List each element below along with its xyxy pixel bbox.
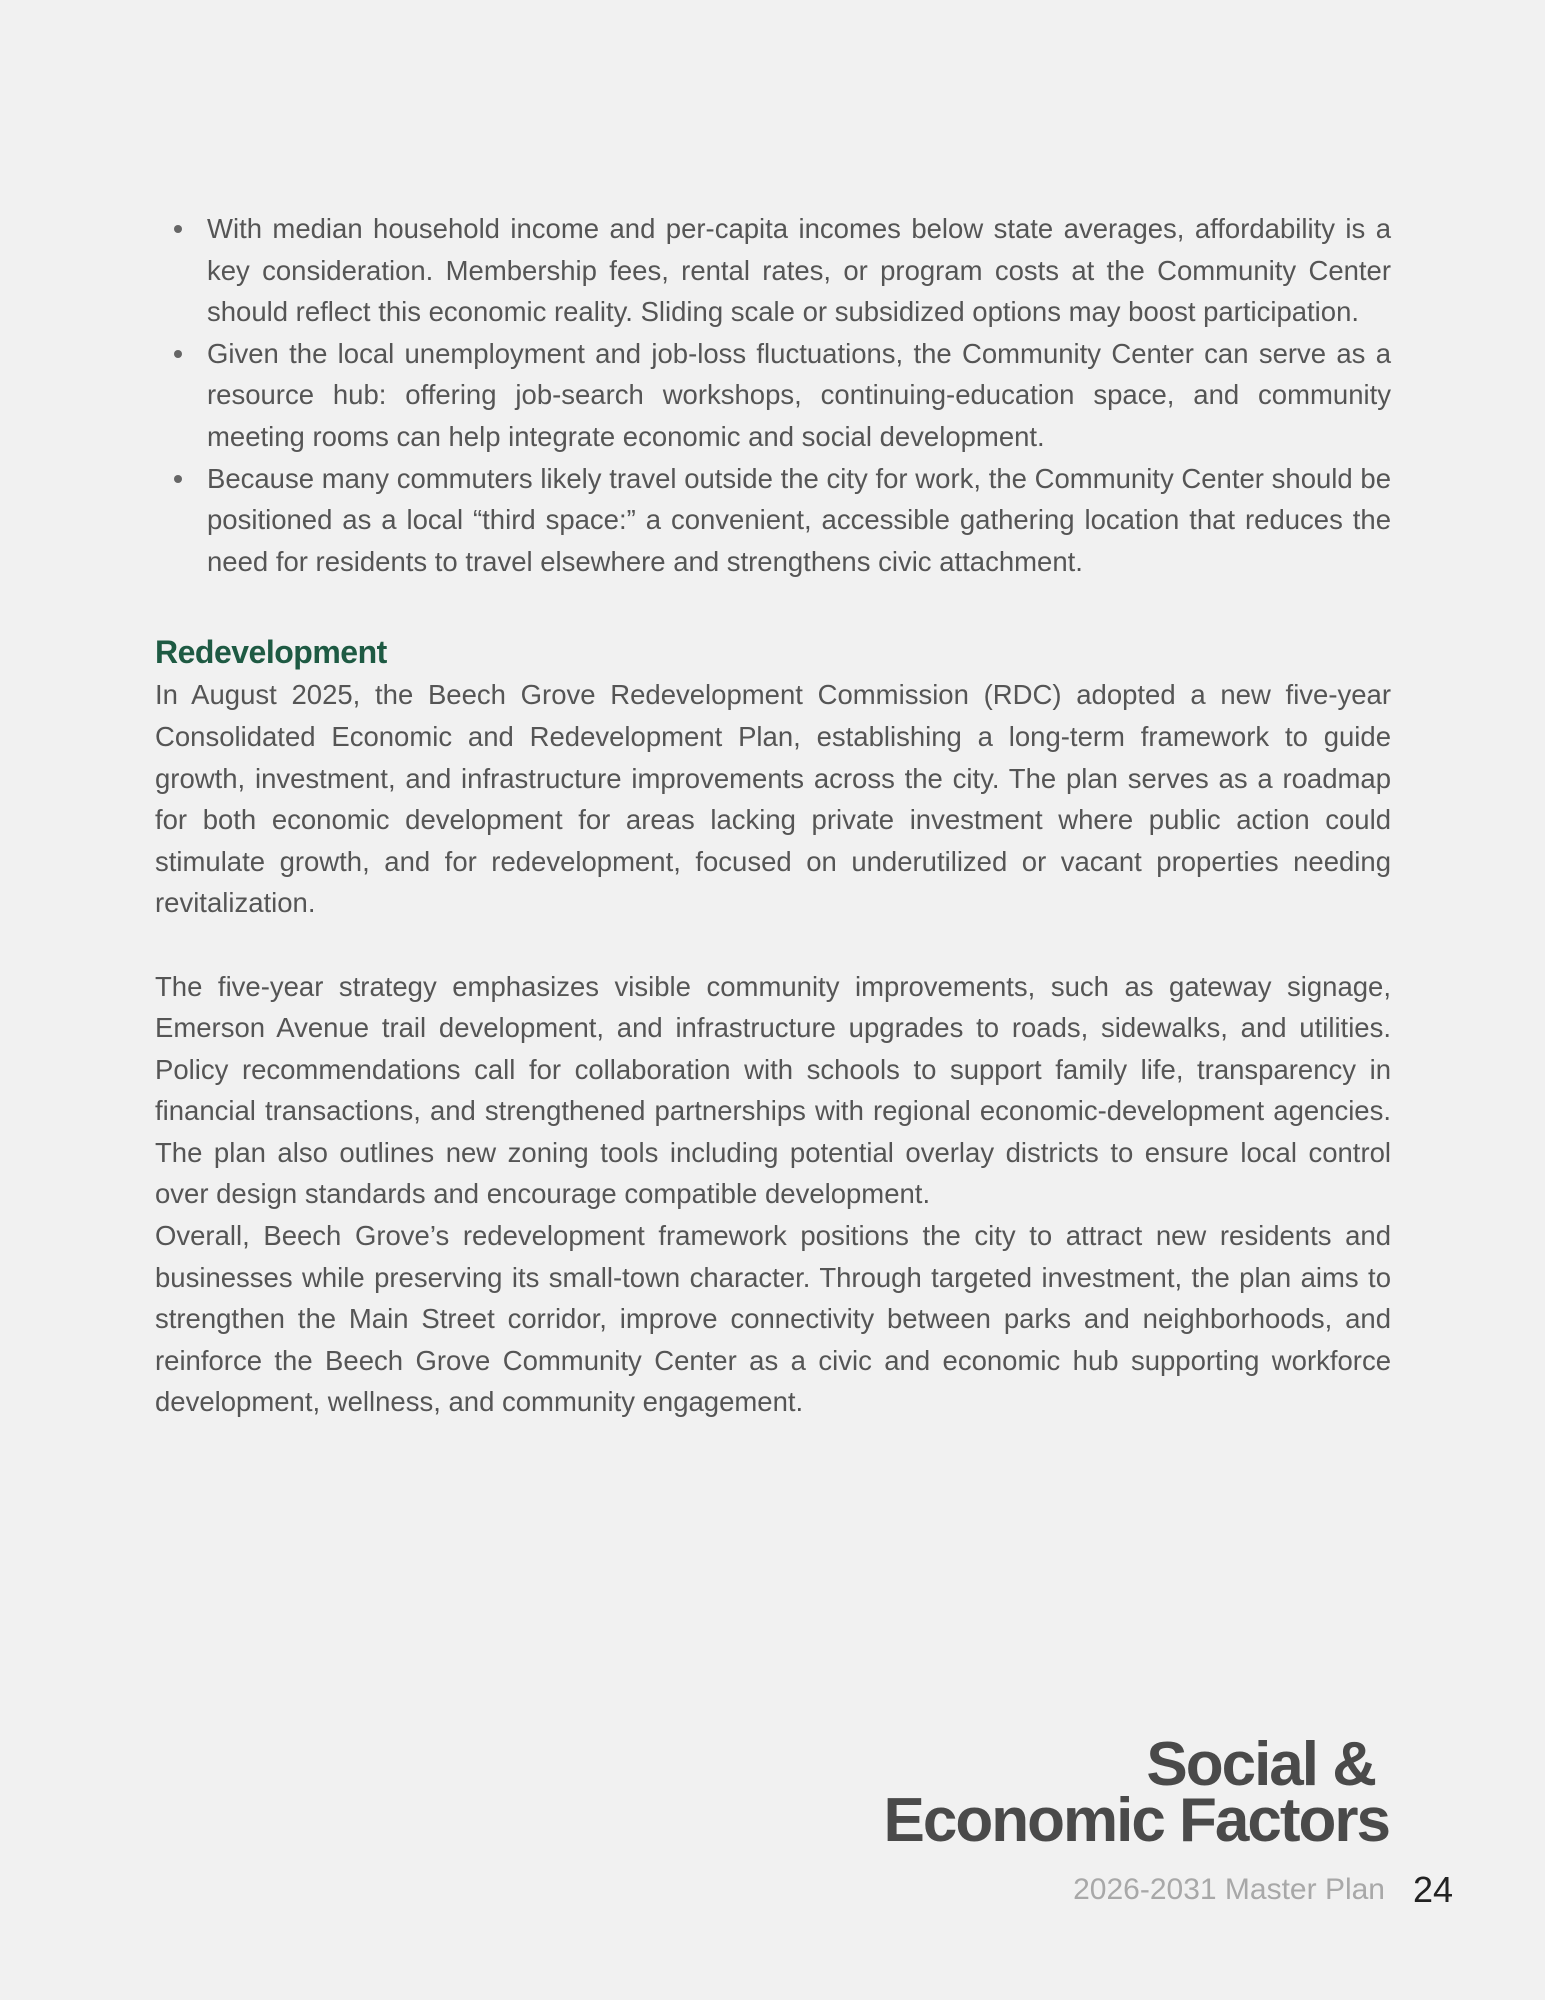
chapter-title-line-2: Economic Factors	[883, 1786, 1389, 1855]
redevelopment-paragraph-2: The five-year strategy emphasizes visible community improvements, such as gateway signage, Emerson Avenue trail development, and infrastructure upgrades to roads, sidewalks, and utilities. Policy recommendations call for collaboration with schools to support family life, transparency in financial transactions, and strengthened partnerships with regional economic-development agencies. The plan also outlines new zoning tools including potential overlay districts to ensure local control over design standards and encourage compatible development.	[155, 970, 1391, 1210]
document-subtitle: 2026-2031 Master Plan	[1073, 1873, 1385, 1906]
chapter-title	[883, 1730, 1389, 1855]
page-number: 24	[1413, 1869, 1454, 1910]
chapter-title-line-1: Social &	[1146, 1730, 1375, 1799]
redevelopment-paragraph-1: In August 2025, the Beech Grove Redevelopment Commission (RDC) adopted a new five-year Consolidated Economic and Redevelopment Plan, establishing a long-term framework to guide growth, investment, and infrastructure improvements across the city. The plan serves as a roadmap for both economic development for areas lacking private investment where public action could stimulate growth, and for redevelopment, focused on underutilized or vacant properties needing revitalization.	[155, 679, 1391, 919]
list-item: Given the local unemployment and job-loss fluctuations, the Community Center can serve as a resource hub: offering job-search workshops, continuing-education space, and community meeting rooms can help integrate economic and social development.	[155, 333, 1391, 458]
section-heading-redevelopment: Redevelopment	[155, 634, 387, 671]
list-item: With median household income and per-capita incomes below state averages, affordability is a key consideration. Membership fees, rental rates, or program costs at the Community Center should reflect this economic reality. Sliding scale or subsidized options may boost participation.	[155, 208, 1391, 333]
list-item: Because many commuters likely travel outside the city for work, the Community Center should be positioned as a local “third space:” a convenient, accessible gathering location that reduces the need for residents to travel elsewhere and strengthens civic attachment.	[155, 458, 1391, 583]
redevelopment-paragraph-3: Overall, Beech Grove’s redevelopment framework positions the city to attract new residents and businesses while preserving its small-town character. Through targeted investment, the plan aims to strengthen the Main Street corridor, improve connectivity between parks and neighborhoods, and reinforce the Beech Grove Community Center as a civic and economic hub supporting workforce development, wellness, and community engagement.	[155, 1220, 1391, 1418]
page-content	[155, 208, 1391, 1423]
considerations-list	[155, 208, 1391, 582]
